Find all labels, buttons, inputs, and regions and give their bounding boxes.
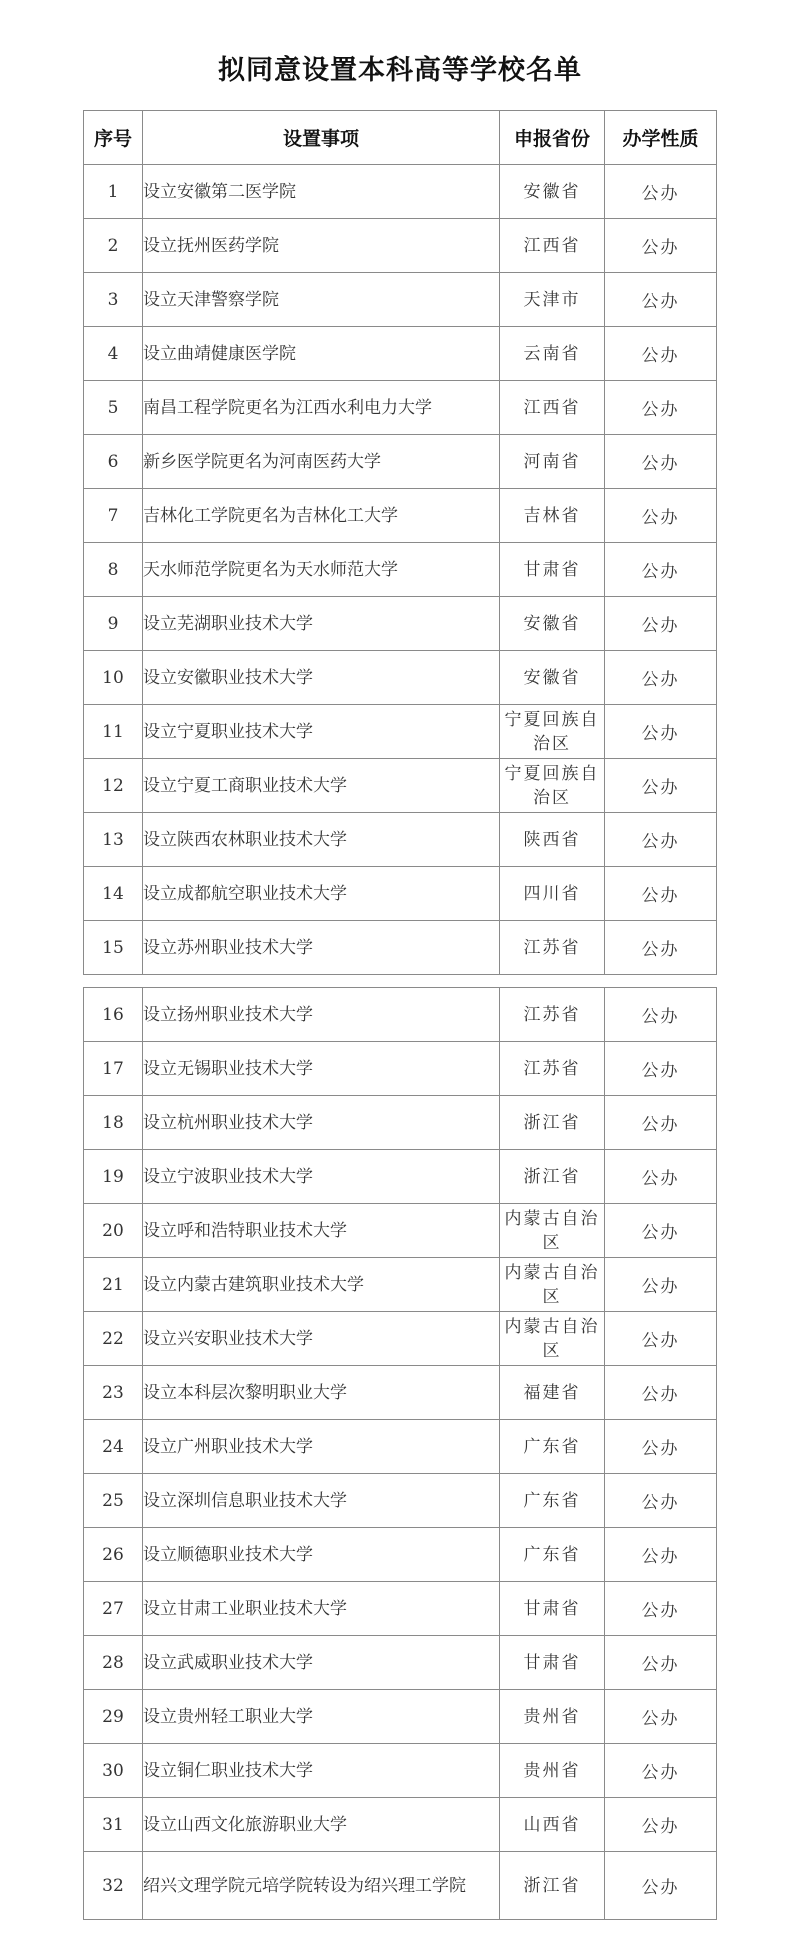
header-type: 办学性质 bbox=[605, 111, 717, 165]
table-header-row bbox=[84, 111, 717, 165]
row-number: 1 bbox=[84, 165, 143, 219]
row-item: 设立甘肃工业职业技术大学 bbox=[143, 1582, 500, 1636]
table-row bbox=[84, 435, 717, 489]
row-type: 公办 bbox=[605, 1258, 717, 1312]
row-type: 公办 bbox=[605, 1636, 717, 1690]
row-province: 天津市 bbox=[500, 273, 605, 327]
table-row bbox=[84, 1528, 717, 1582]
row-province: 广东省 bbox=[500, 1474, 605, 1528]
row-type: 公办 bbox=[605, 705, 717, 759]
row-number: 25 bbox=[84, 1474, 143, 1528]
row-type: 公办 bbox=[605, 327, 717, 381]
row-number: 5 bbox=[84, 381, 143, 435]
table-row bbox=[84, 165, 717, 219]
table-row bbox=[84, 813, 717, 867]
row-number: 28 bbox=[84, 1636, 143, 1690]
row-type: 公办 bbox=[605, 921, 717, 975]
row-number: 20 bbox=[84, 1204, 143, 1258]
row-item: 设立苏州职业技术大学 bbox=[143, 921, 500, 975]
row-type: 公办 bbox=[605, 759, 717, 813]
table-row bbox=[84, 1852, 717, 1920]
table-row bbox=[84, 219, 717, 273]
row-type: 公办 bbox=[605, 1582, 717, 1636]
row-type: 公办 bbox=[605, 597, 717, 651]
row-item: 设立贵州轻工职业大学 bbox=[143, 1690, 500, 1744]
row-item: 天水师范学院更名为天水师范大学 bbox=[143, 543, 500, 597]
row-type: 公办 bbox=[605, 1474, 717, 1528]
row-province: 甘肃省 bbox=[500, 1582, 605, 1636]
row-number: 29 bbox=[84, 1690, 143, 1744]
row-number: 12 bbox=[84, 759, 143, 813]
row-type: 公办 bbox=[605, 1852, 717, 1920]
row-province: 四川省 bbox=[500, 867, 605, 921]
row-type: 公办 bbox=[605, 988, 717, 1042]
row-province: 浙江省 bbox=[500, 1852, 605, 1920]
row-type: 公办 bbox=[605, 1690, 717, 1744]
row-item: 设立呼和浩特职业技术大学 bbox=[143, 1204, 500, 1258]
row-number: 30 bbox=[84, 1744, 143, 1798]
row-number: 14 bbox=[84, 867, 143, 921]
table-row bbox=[84, 988, 717, 1042]
row-item: 设立曲靖健康医学院 bbox=[143, 327, 500, 381]
row-number: 7 bbox=[84, 489, 143, 543]
row-type: 公办 bbox=[605, 1366, 717, 1420]
row-province: 江苏省 bbox=[500, 921, 605, 975]
row-item: 设立杭州职业技术大学 bbox=[143, 1096, 500, 1150]
table-row bbox=[84, 1420, 717, 1474]
row-number: 31 bbox=[84, 1798, 143, 1852]
table-row bbox=[84, 489, 717, 543]
row-type: 公办 bbox=[605, 1312, 717, 1366]
row-item: 设立无锡职业技术大学 bbox=[143, 1042, 500, 1096]
row-type: 公办 bbox=[605, 435, 717, 489]
row-item: 设立内蒙古建筑职业技术大学 bbox=[143, 1258, 500, 1312]
row-province: 山西省 bbox=[500, 1798, 605, 1852]
row-number: 6 bbox=[84, 435, 143, 489]
page-title: 拟同意设置本科高等学校名单 bbox=[218, 55, 582, 86]
table-row bbox=[84, 1798, 717, 1852]
row-number: 23 bbox=[84, 1366, 143, 1420]
row-item: 设立深圳信息职业技术大学 bbox=[143, 1474, 500, 1528]
row-number: 18 bbox=[84, 1096, 143, 1150]
row-item: 吉林化工学院更名为吉林化工大学 bbox=[143, 489, 500, 543]
row-province: 宁夏回族自治区 bbox=[500, 759, 605, 813]
row-item: 绍兴文理学院元培学院转设为绍兴理工学院 bbox=[143, 1852, 500, 1920]
row-item: 设立武威职业技术大学 bbox=[143, 1636, 500, 1690]
table-row bbox=[84, 867, 717, 921]
row-province: 江西省 bbox=[500, 381, 605, 435]
row-item: 设立本科层次黎明职业大学 bbox=[143, 1366, 500, 1420]
row-item: 设立广州职业技术大学 bbox=[143, 1420, 500, 1474]
row-type: 公办 bbox=[605, 1798, 717, 1852]
table-row bbox=[84, 1258, 717, 1312]
row-province: 安徽省 bbox=[500, 651, 605, 705]
row-type: 公办 bbox=[605, 1150, 717, 1204]
table-row bbox=[84, 543, 717, 597]
row-type: 公办 bbox=[605, 1420, 717, 1474]
school-list-table-part-2 bbox=[83, 987, 717, 1920]
row-province: 江西省 bbox=[500, 219, 605, 273]
row-number: 11 bbox=[84, 705, 143, 759]
table-row bbox=[84, 327, 717, 381]
table-row bbox=[84, 273, 717, 327]
row-number: 10 bbox=[84, 651, 143, 705]
row-province: 广东省 bbox=[500, 1420, 605, 1474]
table-row bbox=[84, 1312, 717, 1366]
table-row bbox=[84, 921, 717, 975]
row-province: 内蒙古自治区 bbox=[500, 1258, 605, 1312]
row-item: 设立抚州医药学院 bbox=[143, 219, 500, 273]
row-type: 公办 bbox=[605, 1528, 717, 1582]
table-row bbox=[84, 381, 717, 435]
row-type: 公办 bbox=[605, 1042, 717, 1096]
row-province: 宁夏回族自治区 bbox=[500, 705, 605, 759]
row-number: 9 bbox=[84, 597, 143, 651]
table-row bbox=[84, 1096, 717, 1150]
row-item: 设立宁夏工商职业技术大学 bbox=[143, 759, 500, 813]
row-type: 公办 bbox=[605, 1204, 717, 1258]
row-province: 安徽省 bbox=[500, 597, 605, 651]
row-number: 8 bbox=[84, 543, 143, 597]
row-type: 公办 bbox=[605, 1096, 717, 1150]
row-type: 公办 bbox=[605, 165, 717, 219]
row-type: 公办 bbox=[605, 273, 717, 327]
table-row bbox=[84, 1150, 717, 1204]
row-item: 设立天津警察学院 bbox=[143, 273, 500, 327]
row-province: 江苏省 bbox=[500, 1042, 605, 1096]
row-item: 南昌工程学院更名为江西水利电力大学 bbox=[143, 381, 500, 435]
row-type: 公办 bbox=[605, 543, 717, 597]
row-type: 公办 bbox=[605, 813, 717, 867]
table-row bbox=[84, 651, 717, 705]
row-number: 32 bbox=[84, 1852, 143, 1920]
table-row bbox=[84, 1744, 717, 1798]
table-row bbox=[84, 705, 717, 759]
row-item: 设立宁夏职业技术大学 bbox=[143, 705, 500, 759]
row-number: 13 bbox=[84, 813, 143, 867]
table-row bbox=[84, 1636, 717, 1690]
row-number: 26 bbox=[84, 1528, 143, 1582]
row-province: 安徽省 bbox=[500, 165, 605, 219]
row-item: 设立顺德职业技术大学 bbox=[143, 1528, 500, 1582]
row-number: 16 bbox=[84, 988, 143, 1042]
row-item: 设立安徽职业技术大学 bbox=[143, 651, 500, 705]
row-number: 4 bbox=[84, 327, 143, 381]
row-number: 24 bbox=[84, 1420, 143, 1474]
table-row bbox=[84, 1042, 717, 1096]
row-province: 江苏省 bbox=[500, 988, 605, 1042]
row-item: 设立芜湖职业技术大学 bbox=[143, 597, 500, 651]
table-row bbox=[84, 1582, 717, 1636]
row-type: 公办 bbox=[605, 219, 717, 273]
table-row bbox=[84, 1366, 717, 1420]
row-province: 贵州省 bbox=[500, 1690, 605, 1744]
row-province: 吉林省 bbox=[500, 489, 605, 543]
row-type: 公办 bbox=[605, 381, 717, 435]
row-item: 设立扬州职业技术大学 bbox=[143, 988, 500, 1042]
row-number: 19 bbox=[84, 1150, 143, 1204]
row-number: 2 bbox=[84, 219, 143, 273]
header-number: 序号 bbox=[84, 111, 143, 165]
header-province: 申报省份 bbox=[500, 111, 605, 165]
row-province: 浙江省 bbox=[500, 1096, 605, 1150]
row-item: 设立宁波职业技术大学 bbox=[143, 1150, 500, 1204]
row-type: 公办 bbox=[605, 651, 717, 705]
table-row bbox=[84, 759, 717, 813]
row-province: 内蒙古自治区 bbox=[500, 1312, 605, 1366]
row-item: 设立山西文化旅游职业大学 bbox=[143, 1798, 500, 1852]
row-number: 27 bbox=[84, 1582, 143, 1636]
row-item: 设立铜仁职业技术大学 bbox=[143, 1744, 500, 1798]
table-row bbox=[84, 597, 717, 651]
row-item: 设立兴安职业技术大学 bbox=[143, 1312, 500, 1366]
row-item: 设立陕西农林职业技术大学 bbox=[143, 813, 500, 867]
header-item: 设置事项 bbox=[143, 111, 500, 165]
row-item: 新乡医学院更名为河南医药大学 bbox=[143, 435, 500, 489]
row-province: 福建省 bbox=[500, 1366, 605, 1420]
table-row bbox=[84, 1690, 717, 1744]
row-province: 内蒙古自治区 bbox=[500, 1204, 605, 1258]
row-province: 甘肃省 bbox=[500, 543, 605, 597]
row-province: 云南省 bbox=[500, 327, 605, 381]
row-number: 22 bbox=[84, 1312, 143, 1366]
row-province: 陕西省 bbox=[500, 813, 605, 867]
row-number: 3 bbox=[84, 273, 143, 327]
row-item: 设立成都航空职业技术大学 bbox=[143, 867, 500, 921]
row-number: 17 bbox=[84, 1042, 143, 1096]
row-item: 设立安徽第二医学院 bbox=[143, 165, 500, 219]
row-number: 15 bbox=[84, 921, 143, 975]
table-row bbox=[84, 1204, 717, 1258]
row-type: 公办 bbox=[605, 1744, 717, 1798]
table-row bbox=[84, 1474, 717, 1528]
row-number: 21 bbox=[84, 1258, 143, 1312]
row-province: 浙江省 bbox=[500, 1150, 605, 1204]
school-list-table-part-1 bbox=[83, 110, 717, 975]
row-province: 甘肃省 bbox=[500, 1636, 605, 1690]
row-province: 河南省 bbox=[500, 435, 605, 489]
row-type: 公办 bbox=[605, 489, 717, 543]
row-province: 广东省 bbox=[500, 1528, 605, 1582]
row-type: 公办 bbox=[605, 867, 717, 921]
row-province: 贵州省 bbox=[500, 1744, 605, 1798]
